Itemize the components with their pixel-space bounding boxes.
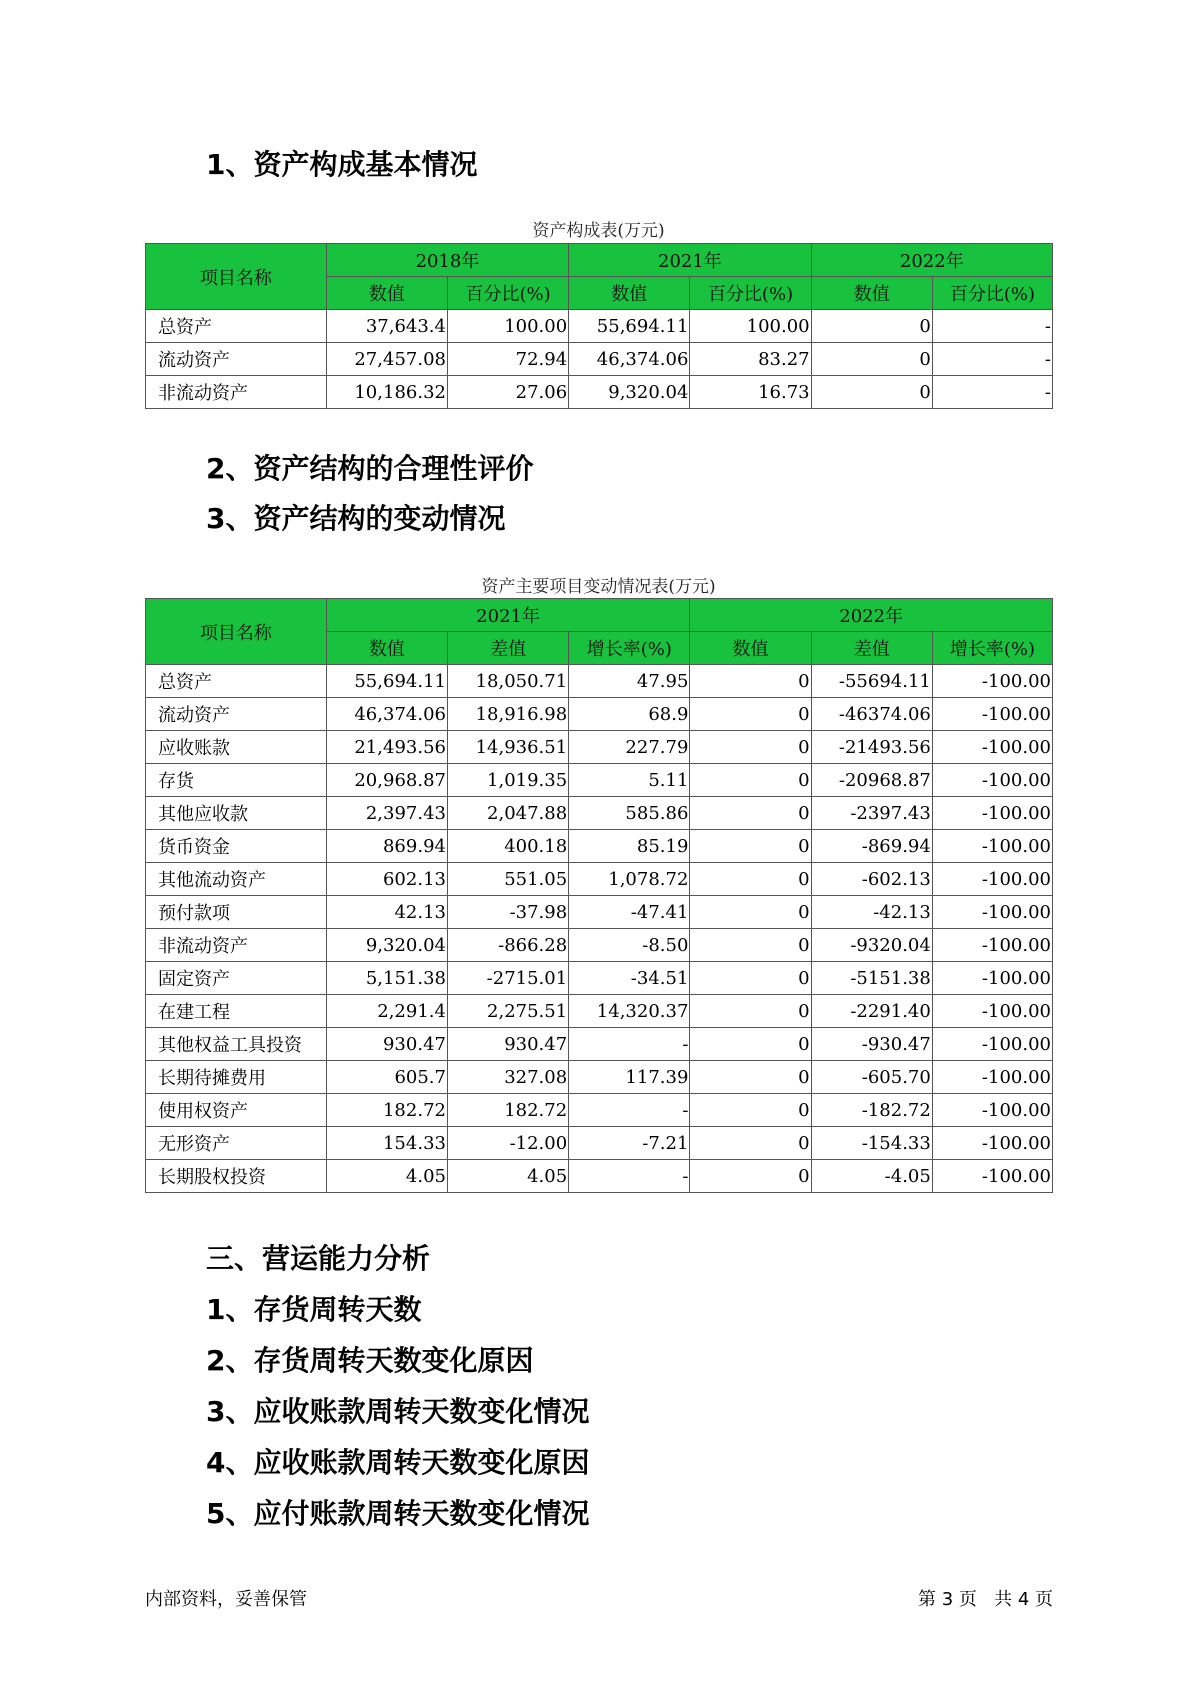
table-row: [146, 1028, 1053, 1061]
table-cell: 85.19: [569, 830, 690, 863]
table-cell: 55,694.11: [326, 665, 447, 698]
section-heading-asset-composition: 1、资产构成基本情况: [206, 148, 478, 181]
row-label: 其他权益工具投资: [146, 1028, 327, 1061]
section-heading-structure-evaluation: 2、资产结构的合理性评价: [206, 452, 534, 485]
table-cell: 5,151.38: [326, 962, 447, 995]
table-cell: -37.98: [447, 896, 568, 929]
table-cell: -100.00: [932, 830, 1052, 863]
table-cell: 83.27: [690, 343, 811, 376]
row-label: 流动资产: [146, 343, 327, 376]
table-cell: 21,493.56: [326, 731, 447, 764]
table-cell: 47.95: [569, 665, 690, 698]
row-label: 长期待摊费用: [146, 1061, 327, 1094]
table-cell: 0: [690, 665, 811, 698]
table-cell: -: [569, 1160, 690, 1193]
table-row: [146, 731, 1053, 764]
table-cell: -100.00: [932, 1094, 1052, 1127]
table-cell: 100.00: [690, 310, 811, 343]
table-cell: -605.70: [811, 1061, 932, 1094]
table-cell: 16.73: [690, 376, 811, 409]
table-cell: 37,643.4: [326, 310, 447, 343]
table-row: [146, 797, 1053, 830]
table1-subheader: 数值: [811, 277, 932, 310]
table-row: [146, 764, 1053, 797]
table-cell: -46374.06: [811, 698, 932, 731]
table-cell: -100.00: [932, 1061, 1052, 1094]
table-cell: 0: [690, 1160, 811, 1193]
table1-caption: 资产构成表(万元): [532, 221, 665, 241]
table-cell: 20,968.87: [326, 764, 447, 797]
table-cell: -: [932, 343, 1052, 376]
table-cell: -100.00: [932, 896, 1052, 929]
table2-subheader: 数值: [690, 632, 811, 665]
table2-year-header: 2022年: [690, 599, 1053, 632]
table-cell: 2,275.51: [447, 995, 568, 1028]
table1-subheader: 百分比(%): [447, 277, 568, 310]
table-cell: 0: [690, 764, 811, 797]
table-cell: -100.00: [932, 995, 1052, 1028]
table-cell: 18,050.71: [447, 665, 568, 698]
table-cell: 227.79: [569, 731, 690, 764]
section-heading-payable-turnover: 5、应付账款周转天数变化情况: [206, 1497, 590, 1530]
table-cell: -: [932, 310, 1052, 343]
row-label: 其他流动资产: [146, 863, 327, 896]
table1-subheader: 数值: [326, 277, 447, 310]
table-cell: 72.94: [447, 343, 568, 376]
table-cell: 0: [690, 731, 811, 764]
table-cell: 14,320.37: [569, 995, 690, 1028]
table2-subheader: 增长率(%): [569, 632, 690, 665]
row-label: 货币资金: [146, 830, 327, 863]
section-heading-inventory-turnover-reason: 2、存货周转天数变化原因: [206, 1344, 534, 1377]
table-row: [146, 830, 1053, 863]
table-cell: -182.72: [811, 1094, 932, 1127]
table-cell: 0: [690, 698, 811, 731]
table-row: [146, 310, 1053, 343]
row-label: 总资产: [146, 665, 327, 698]
table-cell: 0: [690, 797, 811, 830]
table-cell: -154.33: [811, 1127, 932, 1160]
table-cell: -100.00: [932, 962, 1052, 995]
table2-subheader: 数值: [326, 632, 447, 665]
table-cell: 2,291.4: [326, 995, 447, 1028]
table-cell: 182.72: [447, 1094, 568, 1127]
table-cell: 1,078.72: [569, 863, 690, 896]
row-label: 无形资产: [146, 1127, 327, 1160]
table2-subheader: 差值: [811, 632, 932, 665]
table-cell: 0: [690, 1028, 811, 1061]
table-cell: 930.47: [326, 1028, 447, 1061]
row-label: 应收账款: [146, 731, 327, 764]
footer-confidential-note: 内部资料，妥善保管: [145, 1589, 307, 1610]
footer-page-number: 第 3 页 共 4 页: [918, 1589, 1053, 1610]
table-cell: 154.33: [326, 1127, 447, 1160]
table-cell: 602.13: [326, 863, 447, 896]
table-cell: 9,320.04: [326, 929, 447, 962]
table-cell: -55694.11: [811, 665, 932, 698]
table-cell: 14,936.51: [447, 731, 568, 764]
table-cell: -100.00: [932, 698, 1052, 731]
table-row: [146, 995, 1053, 1028]
table-cell: 42.13: [326, 896, 447, 929]
asset-composition-table: [145, 243, 1053, 409]
table-row: [146, 863, 1053, 896]
table-cell: -930.47: [811, 1028, 932, 1061]
table-cell: -100.00: [932, 929, 1052, 962]
table-row: [146, 343, 1053, 376]
table-cell: -100.00: [932, 1028, 1052, 1061]
table-row: [146, 1061, 1053, 1094]
table-cell: -100.00: [932, 731, 1052, 764]
table-row: [146, 1127, 1053, 1160]
table-row: [146, 896, 1053, 929]
table-cell: 18,916.98: [447, 698, 568, 731]
table-cell: -42.13: [811, 896, 932, 929]
table-cell: -: [569, 1028, 690, 1061]
table-cell: -9320.04: [811, 929, 932, 962]
table-cell: 2,397.43: [326, 797, 447, 830]
table1-year-header: 2018年: [326, 244, 568, 277]
table-cell: 605.7: [326, 1061, 447, 1094]
table-cell: 9,320.04: [569, 376, 690, 409]
table-cell: -100.00: [932, 1127, 1052, 1160]
table-cell: 55,694.11: [569, 310, 690, 343]
table-cell: 27.06: [447, 376, 568, 409]
table-cell: 1,019.35: [447, 764, 568, 797]
table-cell: 327.08: [447, 1061, 568, 1094]
table-cell: 27,457.08: [326, 343, 447, 376]
table1-subheader: 百分比(%): [932, 277, 1052, 310]
row-label: 存货: [146, 764, 327, 797]
table2-name-header: 项目名称: [146, 599, 327, 665]
table2-caption: 资产主要项目变动情况表(万元): [481, 577, 716, 597]
table-row: [146, 929, 1053, 962]
table-row: [146, 1160, 1053, 1193]
table1-subheader: 百分比(%): [690, 277, 811, 310]
table1-year-header: 2022年: [811, 244, 1052, 277]
table-cell: 100.00: [447, 310, 568, 343]
table2-subheader: 增长率(%): [932, 632, 1052, 665]
table-cell: 0: [690, 995, 811, 1028]
table-cell: 4.05: [447, 1160, 568, 1193]
table-cell: -: [569, 1094, 690, 1127]
table-cell: -100.00: [932, 797, 1052, 830]
table-cell: 0: [690, 929, 811, 962]
table-cell: 0: [690, 1061, 811, 1094]
row-label: 非流动资产: [146, 929, 327, 962]
table-cell: -602.13: [811, 863, 932, 896]
table-cell: -2291.40: [811, 995, 932, 1028]
table-row: [146, 376, 1053, 409]
table-row: [146, 1094, 1053, 1127]
table-cell: 585.86: [569, 797, 690, 830]
table-row: [146, 698, 1053, 731]
table-cell: 0: [690, 1094, 811, 1127]
table-cell: 2,047.88: [447, 797, 568, 830]
section-heading-inventory-turnover: 1、存货周转天数: [206, 1293, 422, 1326]
table-cell: -5151.38: [811, 962, 932, 995]
table-cell: 869.94: [326, 830, 447, 863]
table-cell: 0: [690, 830, 811, 863]
asset-change-table: [145, 598, 1053, 1193]
table2-subheader: 差值: [447, 632, 568, 665]
table-cell: 0: [811, 310, 932, 343]
table-cell: 10,186.32: [326, 376, 447, 409]
table-cell: -869.94: [811, 830, 932, 863]
table-cell: 117.39: [569, 1061, 690, 1094]
table-cell: 0: [690, 896, 811, 929]
section-heading-structure-change: 3、资产结构的变动情况: [206, 502, 506, 535]
table-cell: 551.05: [447, 863, 568, 896]
table-cell: 4.05: [326, 1160, 447, 1193]
table-cell: -2715.01: [447, 962, 568, 995]
row-label: 使用权资产: [146, 1094, 327, 1127]
row-label: 固定资产: [146, 962, 327, 995]
table-cell: -: [932, 376, 1052, 409]
table-cell: 0: [811, 376, 932, 409]
row-label: 非流动资产: [146, 376, 327, 409]
table-cell: -100.00: [932, 665, 1052, 698]
table-cell: 0: [690, 863, 811, 896]
table-cell: -47.41: [569, 896, 690, 929]
table-cell: -8.50: [569, 929, 690, 962]
row-label: 总资产: [146, 310, 327, 343]
table-cell: 0: [811, 343, 932, 376]
table-cell: -100.00: [932, 863, 1052, 896]
table-cell: -2397.43: [811, 797, 932, 830]
table-cell: 930.47: [447, 1028, 568, 1061]
table-cell: -100.00: [932, 1160, 1052, 1193]
row-label: 长期股权投资: [146, 1160, 327, 1193]
table-cell: -21493.56: [811, 731, 932, 764]
table1-year-header: 2021年: [569, 244, 811, 277]
table-cell: -12.00: [447, 1127, 568, 1160]
row-label: 流动资产: [146, 698, 327, 731]
section-heading-operating-capacity: 三、营运能力分析: [206, 1242, 431, 1275]
table-cell: -100.00: [932, 764, 1052, 797]
table-cell: 46,374.06: [569, 343, 690, 376]
table-row: [146, 665, 1053, 698]
table-cell: 68.9: [569, 698, 690, 731]
row-label: 预付款项: [146, 896, 327, 929]
table-row: [146, 962, 1053, 995]
table2-year-header: 2021年: [326, 599, 690, 632]
section-heading-receivable-turnover-reason: 4、应收账款周转天数变化原因: [206, 1446, 590, 1479]
table-cell: 400.18: [447, 830, 568, 863]
table-cell: -7.21: [569, 1127, 690, 1160]
table-cell: 5.11: [569, 764, 690, 797]
table1-name-header: 项目名称: [146, 244, 327, 310]
table-cell: -34.51: [569, 962, 690, 995]
table-cell: -4.05: [811, 1160, 932, 1193]
row-label: 其他应收款: [146, 797, 327, 830]
section-heading-receivable-turnover: 3、应收账款周转天数变化情况: [206, 1395, 590, 1428]
table-cell: 182.72: [326, 1094, 447, 1127]
table-cell: -866.28: [447, 929, 568, 962]
table-cell: 0: [690, 962, 811, 995]
table-cell: -20968.87: [811, 764, 932, 797]
row-label: 在建工程: [146, 995, 327, 1028]
table-cell: 0: [690, 1127, 811, 1160]
table1-subheader: 数值: [569, 277, 690, 310]
table-cell: 46,374.06: [326, 698, 447, 731]
